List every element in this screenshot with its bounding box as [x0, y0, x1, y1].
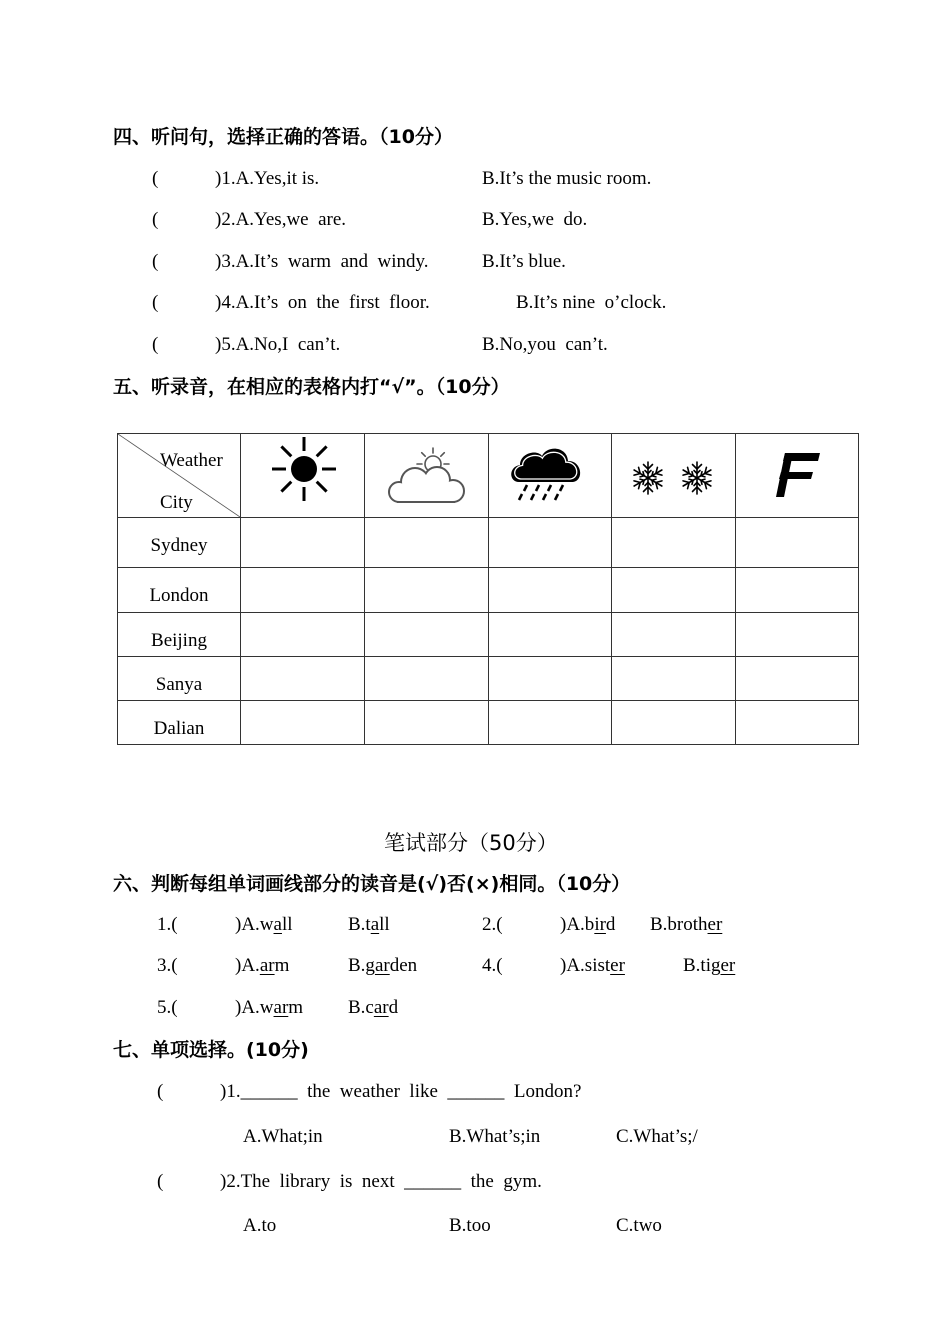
underlined-letters: a: [273, 914, 282, 935]
answer-cell: [612, 613, 736, 657]
word-tail: d: [388, 997, 399, 1018]
answer-cell: [489, 657, 612, 701]
option-b: B.No,you can’t.: [482, 334, 608, 355]
option-b: B.It’s blue.: [482, 251, 566, 272]
q6-item-2-word-a: [560, 914, 615, 936]
underlined-letters: er: [610, 955, 625, 976]
q6-row-3: [0, 997, 950, 1019]
answer-cell: [365, 568, 489, 613]
option-b: B.too: [449, 1215, 491, 1236]
word-tail: m: [274, 955, 290, 976]
word-tail: den: [389, 955, 418, 976]
option-c: C.What’s;/: [616, 1126, 698, 1147]
option-a: )2.A.Yes,we are.: [215, 209, 347, 230]
word-lead: B.g: [348, 955, 375, 976]
city-sanya: Sanya: [118, 657, 241, 701]
answer-cell: [736, 657, 859, 701]
q7-item-2-options: [0, 1215, 950, 1237]
word-lead: )A.b: [560, 914, 595, 935]
option-c: C.two: [616, 1215, 662, 1236]
partly-cloudy-icon: [365, 434, 488, 517]
answer-cell: [736, 568, 859, 613]
option-b: B.Yes,we do.: [482, 209, 588, 230]
word-lead: B.tig: [683, 955, 721, 976]
underlined-letters: ir: [594, 914, 606, 935]
word-tail: ll: [379, 914, 390, 935]
city-dalian: Dalian: [118, 701, 241, 745]
header-partly-cloudy: [365, 434, 489, 518]
q6-item-5-word-a: [235, 997, 303, 1019]
answer-bracket-open: (: [157, 1081, 164, 1102]
answer-cell: [612, 518, 736, 568]
q6-row-1: [0, 914, 950, 936]
answer-cell: [365, 701, 489, 745]
answer-cell: [489, 701, 612, 745]
answer-cell: [612, 657, 736, 701]
answer-cell: [489, 568, 612, 613]
word-lead: )A.sist: [560, 955, 611, 976]
section-4-title: 四、听问句，选择正确的答语。（10分）: [113, 126, 453, 148]
underlined-letters: er: [720, 955, 736, 976]
q6-item-1-word-b: [348, 914, 390, 936]
snowy-icon: [612, 434, 735, 517]
word-lead: )A.w: [235, 997, 274, 1018]
underlined-letters: ar: [373, 997, 389, 1018]
q6-item-5-word-b: [348, 997, 398, 1019]
q6-item-3-bracket: 3.(: [157, 955, 178, 976]
answer-cell: [612, 568, 736, 613]
q4-item-1: [0, 168, 950, 190]
answer-cell: [736, 701, 859, 745]
answer-cell: [489, 518, 612, 568]
option-a: )5.A.No,I can’t.: [215, 334, 341, 355]
header-windy: [736, 434, 859, 518]
q6-item-3-word-a: [235, 955, 289, 977]
q4-item-3: [0, 251, 950, 273]
table-header-corner: [118, 434, 241, 518]
answer-cell: [365, 613, 489, 657]
q4-item-2: [0, 209, 950, 231]
underlined-letters: er: [707, 914, 723, 935]
word-lead: B.broth: [650, 914, 708, 935]
header-weather-label: Weather: [160, 450, 223, 471]
option-a: A.What;in: [243, 1126, 323, 1147]
q6-item-1-bracket: 1.(: [157, 914, 178, 935]
header-city-label: City: [160, 492, 193, 513]
header-snowy: [612, 434, 736, 518]
q6-item-5-bracket: 5.(: [157, 997, 178, 1018]
answer-cell: [241, 613, 365, 657]
section-7-title: 七、单项选择。(10分): [113, 1039, 309, 1061]
answer-cell: [241, 518, 365, 568]
q7-item-1-question: [0, 1081, 950, 1103]
answer-bracket-open: (: [157, 1171, 164, 1192]
section-6-title: 六、判断每组单词画线部分的读音是(√)否(×)相同。（10分）: [113, 873, 631, 895]
header-sunny: [241, 434, 365, 518]
q6-item-3-word-b: [348, 955, 417, 977]
question-text: )1.______ the weather like ______ London?: [220, 1081, 582, 1102]
option-a: )3.A.It’s warm and windy.: [215, 251, 429, 272]
q6-item-4-bracket: 4.(: [482, 955, 503, 976]
answer-cell: [612, 701, 736, 745]
underlined-letters: a: [370, 914, 380, 935]
option-a: A.to: [243, 1215, 277, 1236]
answer-bracket-open: (: [152, 292, 159, 313]
answer-cell: [241, 657, 365, 701]
q7-item-2-question: [0, 1171, 950, 1193]
option-b: B.What’s;in: [449, 1126, 541, 1147]
answer-cell: [736, 613, 859, 657]
answer-cell: [365, 518, 489, 568]
question-text: )2.The library is next ______ the gym.: [220, 1171, 542, 1192]
underlined-letters: ar: [374, 955, 390, 976]
answer-bracket-open: (: [152, 334, 159, 355]
answer-bracket-open: (: [152, 251, 159, 272]
q6-item-2-bracket: 2.(: [482, 914, 503, 935]
answer-cell: [489, 613, 612, 657]
answer-cell: [241, 568, 365, 613]
answer-cell: [241, 701, 365, 745]
q7-item-1-options: [0, 1126, 950, 1148]
answer-bracket-open: (: [152, 168, 159, 189]
sunny-icon: [241, 434, 364, 517]
city-beijing: Beijing: [118, 613, 241, 657]
q6-item-1-word-a: [235, 914, 293, 936]
city-london: London: [118, 568, 241, 613]
option-a: )1.A.Yes,it is.: [215, 168, 320, 189]
q6-row-2: [0, 955, 950, 977]
underlined-letters: ar: [273, 997, 289, 1018]
answer-bracket-open: (: [152, 209, 159, 230]
q4-item-5: [0, 334, 950, 356]
q6-item-4-word-a: [560, 955, 625, 977]
rainy-icon: [489, 434, 612, 517]
header-rainy: [489, 434, 612, 518]
word-tail: m: [288, 997, 304, 1018]
option-b: B.It’s nine o’clock.: [516, 292, 667, 313]
q6-item-4-word-b: [683, 955, 735, 977]
word-tail: d: [605, 914, 616, 935]
answer-cell: [736, 518, 859, 568]
word-lead: B.t: [348, 914, 371, 935]
answer-cell: [365, 657, 489, 701]
word-lead: )A.w: [235, 914, 274, 935]
windy-icon: [736, 434, 858, 517]
option-a: )4.A.It’s on the first floor.: [215, 292, 430, 313]
q6-item-2-word-b: [650, 914, 722, 936]
written-part-title: 笔试部分（50分）: [384, 831, 558, 855]
q4-item-4: [0, 292, 950, 314]
option-b: B.It’s the music room.: [482, 168, 652, 189]
weather-table: [117, 433, 859, 745]
word-lead: )A.: [235, 955, 260, 976]
word-lead: B.c: [348, 997, 374, 1018]
underlined-letters: ar: [259, 955, 275, 976]
section-5-title: 五、听录音，在相应的表格内打“√”。（10分）: [113, 376, 510, 398]
city-sydney: Sydney: [118, 518, 241, 568]
word-tail: ll: [281, 914, 293, 935]
